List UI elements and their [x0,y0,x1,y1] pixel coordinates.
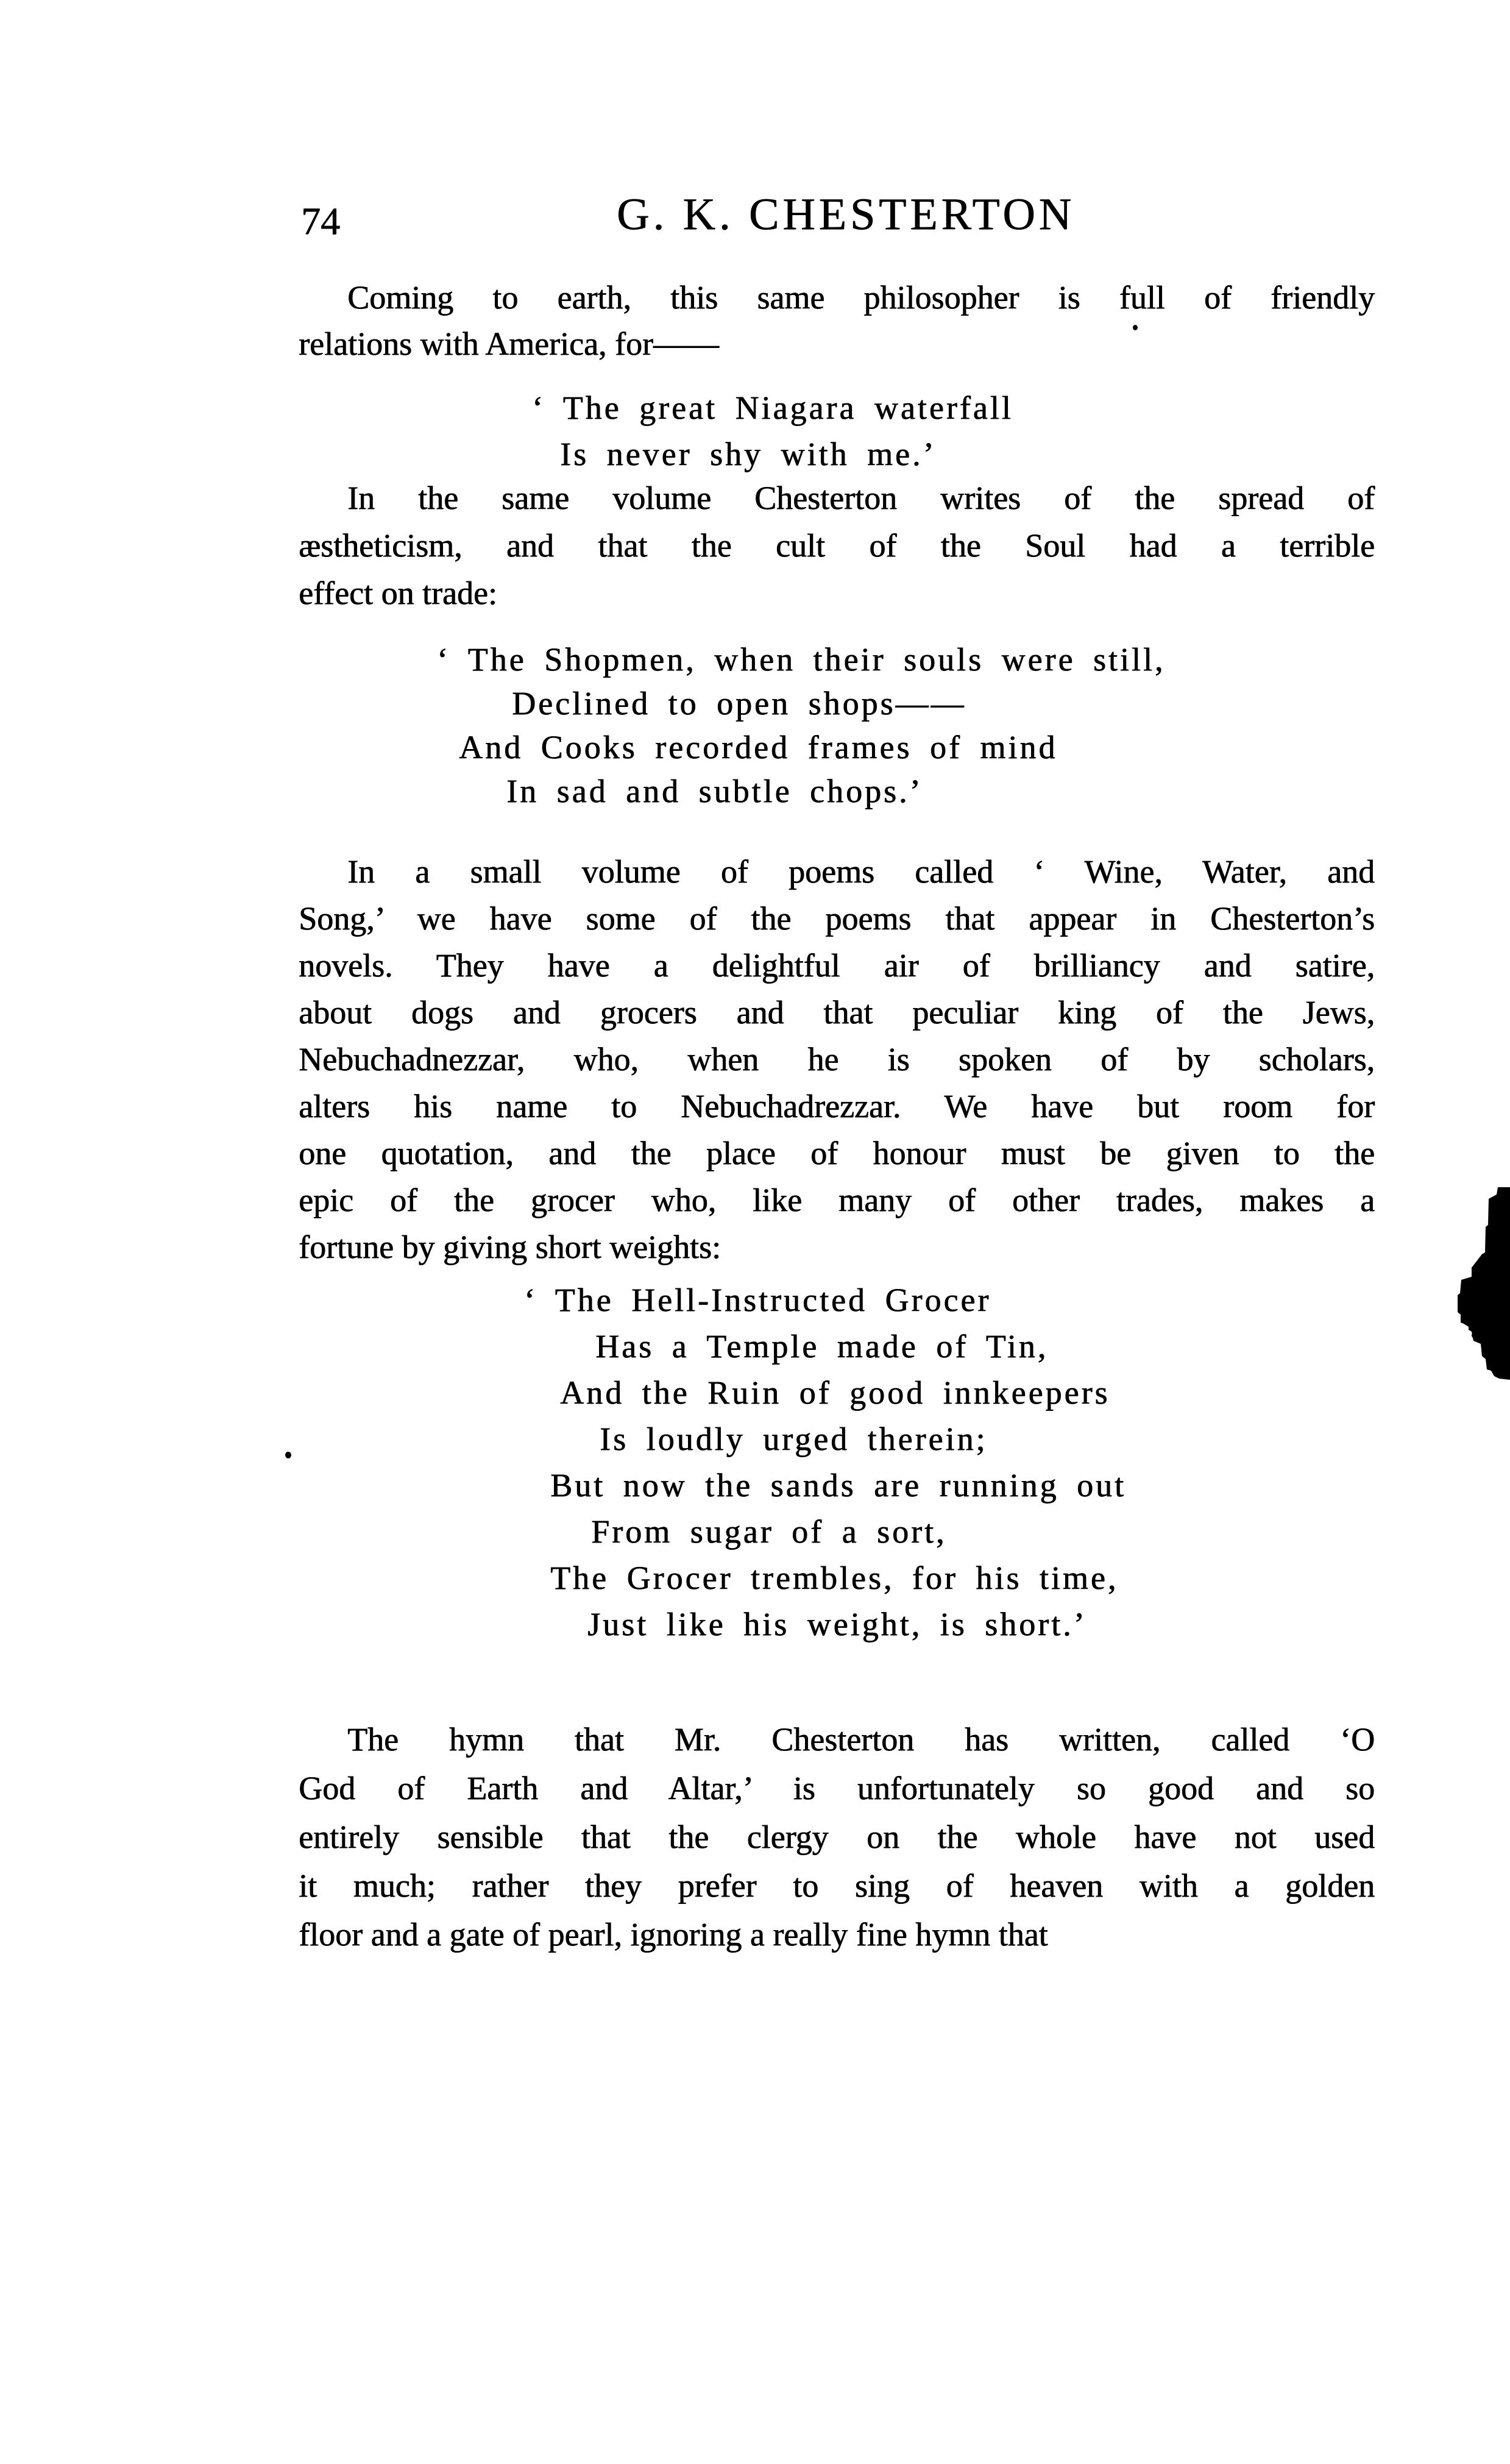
verse-line: But now the sands are running out [550,1467,1126,1504]
paragraph-line: floor and a gate of pearl, ignoring a really fine hymn that [299,1916,1048,1953]
paragraph-line: In a small volume of poems called ‘ Wine, Water, and [347,853,1375,890]
paragraph-line: entirely sensible that the clergy on the whole have not used [299,1819,1375,1855]
verse-line: Just like his weight, is short.’ [587,1606,1087,1642]
paragraph-line: æstheticism, and that the cult of the Soul had a terrible [299,527,1375,564]
verse-quotation-1 [299,385,1375,477]
paragraph-line: fortune by giving short weights: [299,1229,721,1265]
verse-line: In sad and subtle chops.’ [506,773,923,809]
paragraph-line: about dogs and grocers and that peculiar king of the Jews, [299,994,1375,1031]
verse-quotation-2 [299,637,1375,813]
verse-quotation-3 [299,1277,1375,1647]
paragraph-line: Coming to earth, this same philosopher is full of friendly [347,279,1375,316]
paragraph-line: In the same volume Chesterton writes of the spread of [347,480,1375,516]
paragraph-line: Song,’ we have some of the poems that appear in Chesterton’s [299,900,1375,937]
verse-line: Declined to open shops—— [512,685,966,722]
ink-blot-artifact [1449,1138,1510,1382]
paragraph-line: God of Earth and Altar,’ is unfortunately so good and so [299,1770,1375,1806]
paragraph-1 [299,274,1375,367]
verse-line: And the Ruin of good innkeepers [560,1374,1110,1411]
verse-line: ‘ The Hell-Instructed Grocer [524,1282,991,1318]
verse-line: ‘ The great Niagara waterfall [532,389,1013,426]
paragraph-line: Nebuchadnezzar, who, when he is spoken of by scholars, [299,1041,1375,1078]
paragraph-line: it much; rather they prefer to sing of heaven with a golden [299,1867,1375,1904]
verse-line: Is never shy with me.’ [560,436,937,472]
paragraph-4 [299,1715,1375,1959]
paragraph-line: The hymn that Mr. Chesterton has written, called ‘O [347,1721,1375,1758]
paragraph-line: epic of the grocer who, like many of other trades, makes a [299,1182,1375,1218]
page-number: 74 [301,199,340,243]
paragraph-line: alters his name to Nebuchadrezzar. We have but room for [299,1088,1375,1124]
verse-line: The Grocer trembles, for his time, [550,1560,1119,1596]
speck-artifact [285,1452,291,1458]
speck-artifact [1133,325,1138,330]
paragraph-line: effect on trade: [299,575,497,611]
verse-line: From sugar of a sort, [591,1513,947,1550]
paragraph-2 [299,474,1375,617]
paragraph-line: relations with America, for—— [299,325,719,362]
paragraph-line: one quotation, and the place of honour must be given to the [299,1135,1375,1171]
verse-line: Has a Temple made of Tin, [595,1328,1049,1365]
verse-line: ‘ The Shopmen, when their souls were still, [437,641,1166,678]
paragraph-3 [299,848,1375,1271]
verse-line: And Cooks recorded frames of mind [459,729,1058,765]
paragraph-line: novels. They have a delightful air of brilliancy and satire, [299,947,1375,984]
verse-line: Is loudly urged therein; [600,1421,988,1457]
running-header: G. K. CHESTERTON [617,190,1076,240]
